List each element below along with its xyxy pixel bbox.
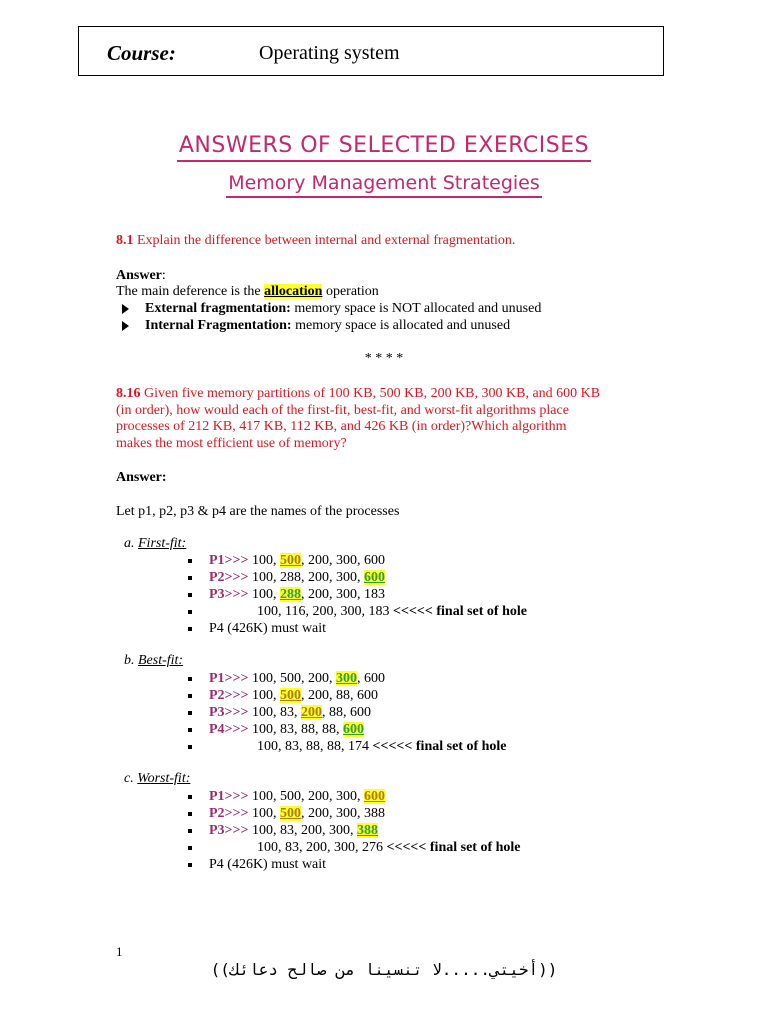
worst-fit-heading: c. Worst-fit: (124, 771, 191, 786)
footer-text: ((أخيتي.....لا تنسينا من صالح دعائك)) (210, 960, 558, 979)
course-header-box (78, 26, 664, 76)
document-subtitle: Memory Management Strategies (0, 172, 768, 194)
best-fit-heading: b. Best-fit: (124, 653, 184, 668)
document-title: ANSWERS OF SELECTED EXERCISES (0, 133, 768, 158)
arrow-bullet-icon (122, 304, 129, 314)
question-8-16-line-1: 8.16 Given five memory partitions of 100 KB, 500 KB, 200 KB, 300 KB, and 600 KB (116, 386, 601, 401)
question-8-16-line-2: (in order), how would each of the first-fit, best-fit, and worst-fit algorithms place (116, 403, 569, 418)
answer-label-8-1: Answer: (116, 268, 166, 283)
answer-line-8-1: The main deference is the allocation operation (116, 284, 379, 299)
separator: * * * * (364, 351, 404, 366)
question-8-16-line-3: processes of 212 KB, 417 KB, 112 KB, and 426 KB (in order)?Which algorithm (116, 419, 567, 434)
course-name: Operating system (259, 42, 400, 64)
page-number: 1 (116, 944, 123, 959)
arrow-bullet-icon (122, 321, 129, 331)
course-label: Course: (107, 41, 176, 65)
question-8-16-line-4: makes the most efficient use of memory? (116, 436, 347, 451)
answer-label-8-16: Answer: (116, 470, 167, 485)
question-8-1: 8.1 Explain the difference between internal and external fragmentation. (116, 233, 516, 248)
first-fit-heading: a. First-fit: (124, 536, 187, 551)
answer-intro: Let p1, p2, p3 & p4 are the names of the processes (116, 504, 400, 519)
